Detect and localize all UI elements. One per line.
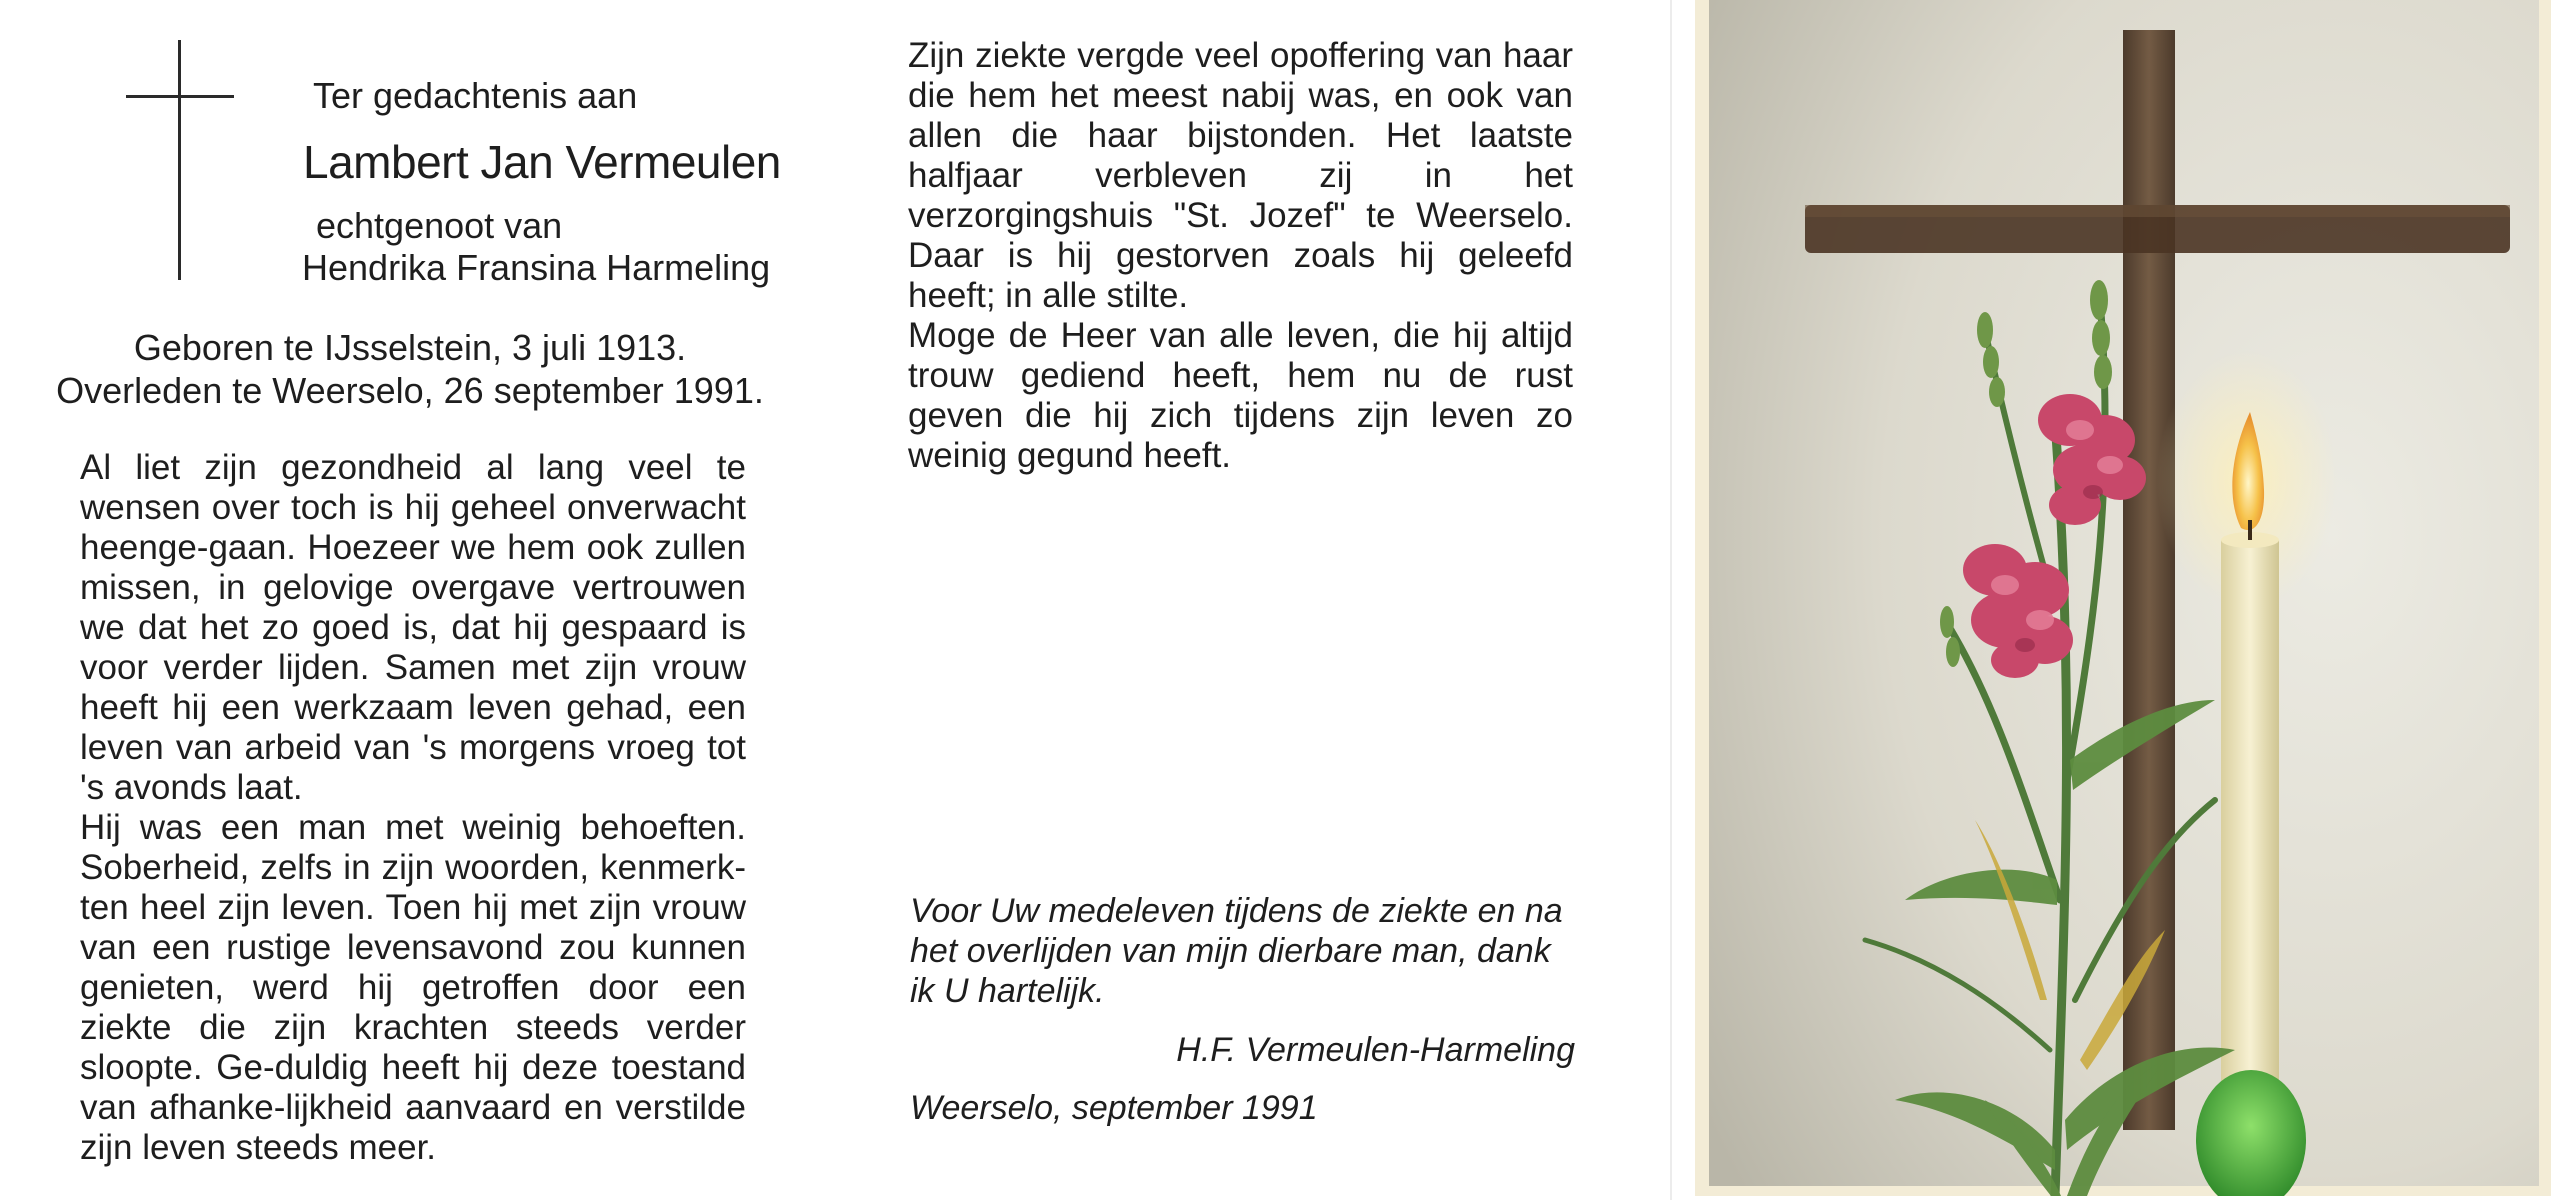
eulogy-text: [80, 448, 746, 1168]
death-line: Overleden te Weerselo, 26 september 1991.: [56, 370, 764, 411]
cross-flowers-candle-image: [1695, 0, 2551, 1196]
deceased-name: Lambert Jan Vermeulen: [303, 136, 781, 188]
place-date: Weerselo, september 1991: [910, 1089, 1318, 1127]
illness-paragraph: Zijn ziekte vergde veel opoffering van haar die hem het meest nabij was, en ook van allen die haar bijstonden. Het laatste halfjaar verbleven zij in het verzorgingshuis "St. Jozef" te Weerselo. Daar is hij gestorven zoals hij geleefd heeft; in alle stilte. Moge de Heer van alle leven, die hij altijd trouw gediend heeft, hem nu de rust geven die hij zich tijdens zijn leven zo weinig gegund heeft.: [908, 36, 1573, 475]
in-memory-of-text: Ter gedachtenis aan: [313, 75, 638, 116]
memorial-photo: [1695, 0, 2551, 1196]
life-dates: [40, 326, 780, 412]
fold-line: [1670, 0, 1672, 1200]
left-panel: [0, 0, 830, 1200]
birth-line: Geboren te IJsselstein, 3 juli 1913.: [133, 327, 687, 368]
thanks-text: Voor Uw medeleven tijdens de ziekte en na het overlijden van mijn dierbare man, dank ik U hartelijk.: [910, 892, 1563, 1010]
candle: [2221, 540, 2279, 1100]
middle-panel: [830, 0, 1680, 1200]
spouse-label: echtgenoot van: [316, 205, 563, 246]
eulogy-paragraph: Al liet zijn gezondheid al lang veel te wensen over toch is hij geheel onverwacht heenge-gaan. Hoezeer we hem ook zullen missen, in gelovige overgave vertrouwen we dat het zo goed is, dat hij gespaard is voor verder lijden. Samen met zijn vrouw heeft hij een werkzaam leven gehad, een leven van arbeid van 's morgens vroeg tot 's avonds laat. Hij was een man met weinig behoeften. Soberheid, zelfs in zijn woorden, kenmerk-ten heel zijn leven. Toen hij met zijn vrouw van een rustige levensavond zou kunnen genieten, werd hij getroffen door een ziekte die zijn krachten steeds verder sloopte. Ge-duldig heeft hij deze toestand van afhanke-lijkheid aanvaard en verstilde zijn leven steeds meer.: [80, 448, 746, 1167]
cross-icon-bar: [126, 95, 234, 98]
illness-text: [908, 36, 1573, 476]
cross-icon: [178, 40, 181, 280]
signature: H.F. Vermeulen-Harmeling: [1176, 1031, 1575, 1069]
spouse-name: Hendrika Fransina Harmeling: [302, 247, 771, 288]
